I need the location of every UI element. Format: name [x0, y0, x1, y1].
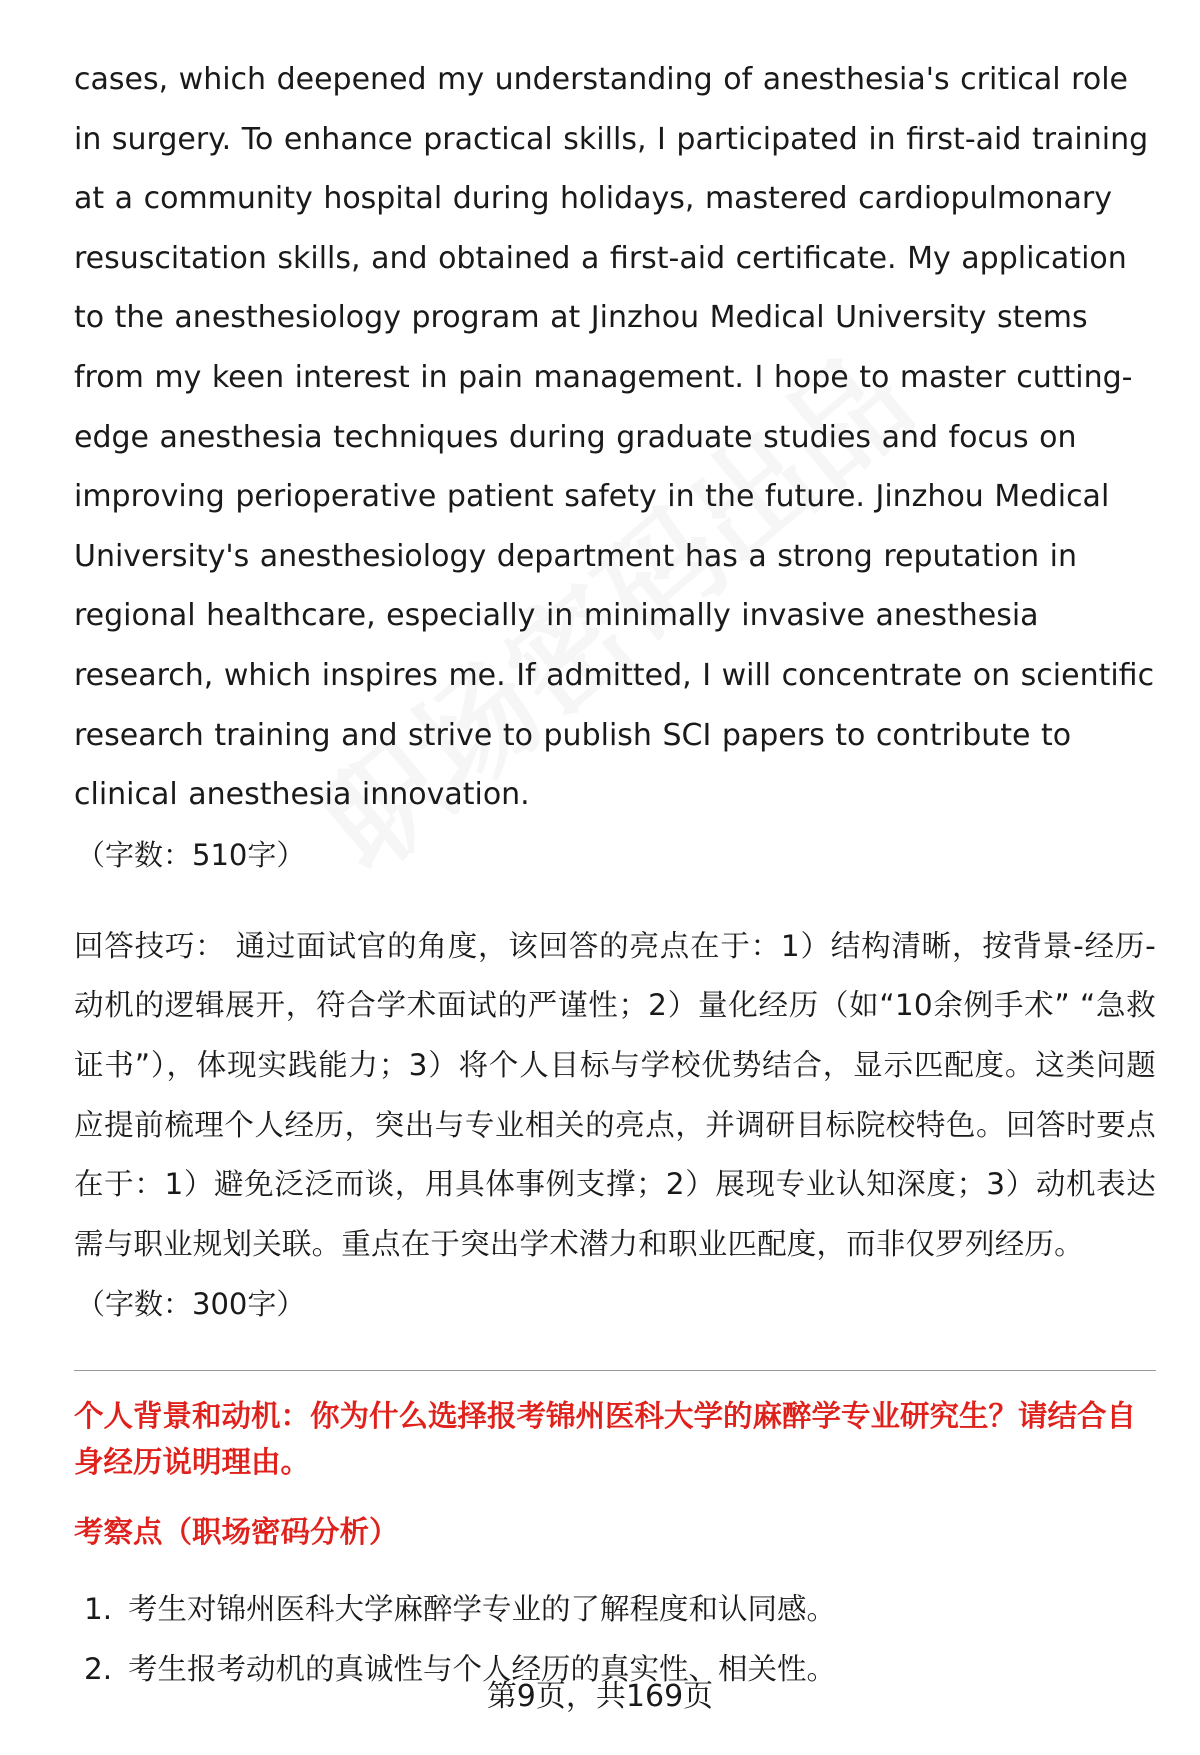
tips-word-count: （字数：300字）	[76, 1287, 306, 1322]
document-page	[74, 50, 1156, 1699]
list-item-number: 2.	[84, 1652, 113, 1687]
list-item-text: 考生报考动机的真诚性与个人经历的真实性、相关性。	[128, 1652, 837, 1687]
answer-word-count: （字数：510字）	[76, 837, 306, 872]
section-divider	[74, 1370, 1156, 1371]
list-item-number: 1.	[84, 1592, 113, 1627]
answer-paragraph: cases, which deepened my understanding of anesthesia's critical role in surgery. To enhance practical skills, I participated in first-aid training at a community hospital during holidays, mastered cardiopulmonary resuscitation skills, and obtained a first-aid certificate. My application to the anesthesiology program at Jinzhou Medical University stems from my keen interest in pain management. I hope to master cutting-edge anesthesia techniques during graduate studies and focus on improving perioperative patient safety in the future. Jinzhou Medical University's anesthesiology department has a strong reputation in regional healthcare, especially in minimally invasive anesthesia research, which inspires me. If admitted, I will concentrate on scientific research training and strive to publish SCI papers to contribute to clinical anesthesia innovation.	[74, 62, 1155, 813]
list-item-text: 考生对锦州医科大学麻醉学专业的了解程度和认同感。	[128, 1592, 837, 1627]
answer-tips-paragraph: 回答技巧： 通过面试官的角度，该回答的亮点在于：1）结构清晰，按背景-经历-动机的逻辑展开，符合学术面试的严谨性；2）量化经历（如“10余例手术” “急救证书”），体现实践能力；3）将个人目标与学校优势结合，显示匹配度。这类问题应提前梳理个人经历，突出与专业相关的亮点，并调研目标院校特色。回答时要点在于：1）避免泛泛而谈，用具体事例支撑；2）展现专业认知深度；3）动机表达需与职业规划关联。重点在于突出学术潜力和职业匹配度，而非仅罗列经历。	[74, 928, 1156, 1261]
question-heading: 个人背景和动机：你为什么选择报考锦州医科大学的麻醉学专业研究生？请结合自身经历说明理由。	[74, 1399, 1137, 1480]
page-number-footer: 第9页，共169页	[486, 1679, 714, 1714]
assessment-points-heading: 考察点（职场密码分析）	[74, 1515, 399, 1550]
list-item	[74, 1579, 1156, 1639]
